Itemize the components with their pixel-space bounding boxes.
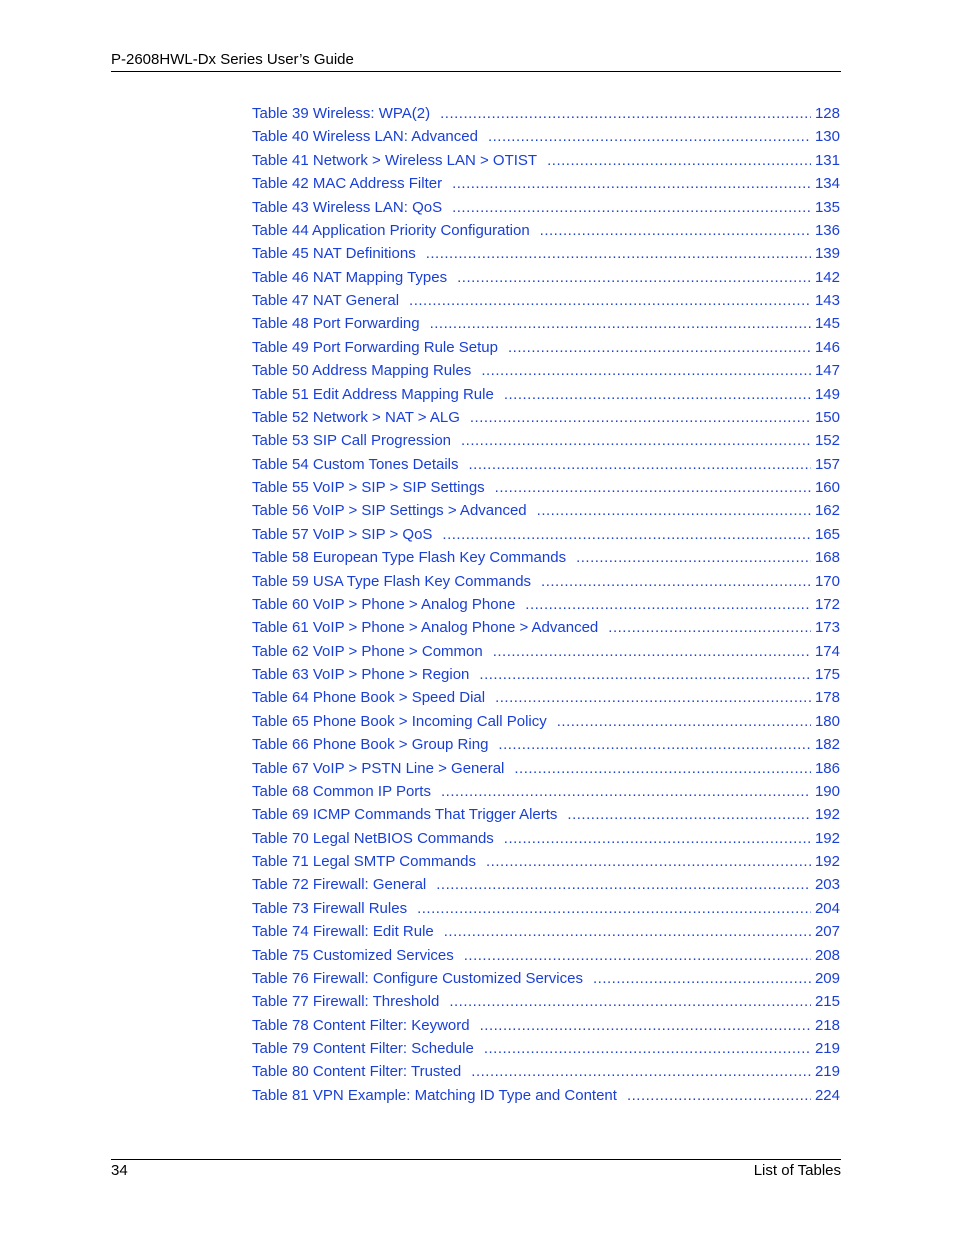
toc-entry[interactable]	[252, 199, 840, 222]
toc-entry[interactable]	[252, 315, 840, 338]
toc-dot-leader	[498, 736, 811, 753]
toc-entry[interactable]	[252, 152, 840, 175]
toc-entry[interactable]	[252, 432, 840, 455]
toc-entry-title[interactable]: Table 71 Legal SMTP Commands	[252, 853, 477, 870]
toc-dot-leader	[461, 432, 811, 449]
toc-dot-leader	[444, 923, 811, 940]
toc-entry-title[interactable]: Table 80 Content Filter: Trusted	[252, 1063, 462, 1081]
toc-entry-title[interactable]: Table 66 Phone Book > Group Ring	[252, 736, 489, 754]
toc-entry-title[interactable]: Table 69 ICMP Commands That Trigger Alerts	[252, 806, 558, 824]
toc-dot-leader	[493, 643, 811, 660]
toc-entry-page[interactable]: 224	[814, 1086, 840, 1104]
toc-entry[interactable]	[252, 245, 840, 268]
toc-dot-leader	[504, 830, 811, 847]
toc-entry[interactable]	[252, 386, 840, 409]
toc-entry-page[interactable]: 134	[814, 175, 840, 193]
toc-entry[interactable]	[252, 573, 840, 596]
toc-entry-title[interactable]: Table 44 Application Priority Configuration	[252, 221, 530, 239]
toc-dot-leader	[541, 573, 811, 590]
toc-entry-title[interactable]: Table 57 VoIP > SIP > QoS	[252, 525, 433, 543]
toc-entry-title[interactable]: Table 64 Phone Book > Speed Dial	[252, 689, 486, 707]
toc-entry-title[interactable]: Table 68 Common IP Ports	[252, 782, 431, 800]
toc-entry-page[interactable]: 219	[814, 1063, 840, 1081]
toc-entry-title[interactable]: Table 70 Legal NetBIOS Commands	[252, 829, 494, 847]
toc-entry[interactable]	[252, 760, 840, 783]
toc-dot-leader	[593, 970, 811, 987]
toc-entry[interactable]	[252, 876, 840, 899]
toc-dot-leader	[409, 292, 811, 309]
toc-entry[interactable]	[252, 689, 840, 712]
toc-entry-page[interactable]: 149	[814, 385, 840, 403]
toc-entry[interactable]	[252, 456, 840, 479]
toc-entry[interactable]	[252, 783, 840, 806]
toc-entry[interactable]	[252, 502, 840, 525]
toc-entry-page[interactable]: 168	[814, 549, 840, 567]
toc-entry[interactable]	[252, 947, 840, 970]
toc-entry[interactable]	[252, 970, 840, 993]
toc-entry[interactable]	[252, 222, 840, 245]
toc-entry-title[interactable]: Table 52 Network > NAT > ALG	[252, 408, 460, 426]
toc-entry-page[interactable]: 204	[814, 899, 840, 917]
toc-entry[interactable]	[252, 923, 840, 946]
toc-entry[interactable]	[252, 853, 840, 876]
toc-dot-leader	[464, 947, 811, 964]
toc-dot-leader	[525, 596, 811, 613]
toc-dot-leader	[436, 876, 811, 893]
toc-entry-title[interactable]: Table 62 VoIP > Phone > Common	[252, 642, 483, 660]
toc-dot-leader	[479, 666, 811, 683]
toc-entry[interactable]	[252, 643, 840, 666]
toc-entry-page[interactable]: 160	[814, 479, 840, 496]
toc-entry-page[interactable]: 175	[814, 666, 840, 683]
toc-entry-page[interactable]: 209	[814, 969, 840, 987]
toc-dot-leader	[495, 689, 811, 706]
toc-dot-leader	[537, 502, 811, 519]
toc-entry-page[interactable]: 170	[814, 572, 840, 590]
toc-entry-page[interactable]: 192	[814, 853, 840, 870]
page-header-title: P-2608HWL-Dx Series User’s Guide	[111, 51, 354, 68]
toc-entry-title[interactable]: Table 50 Address Mapping Rules	[252, 362, 472, 380]
toc-dot-leader	[557, 713, 811, 730]
toc-dot-leader	[547, 152, 811, 169]
toc-dot-leader	[508, 339, 811, 356]
toc-entry[interactable]	[252, 736, 840, 759]
toc-entry-title[interactable]: Table 72 Firewall: General	[252, 876, 427, 894]
toc-entry-page[interactable]: 173	[814, 619, 840, 637]
toc-dot-leader	[452, 175, 811, 192]
toc-entry-title[interactable]: Table 45 NAT Definitions	[252, 245, 416, 263]
toc-dot-leader	[480, 1017, 811, 1034]
toc-dot-leader	[608, 619, 811, 636]
toc-dot-leader	[484, 1040, 811, 1057]
toc-entry-page[interactable]: 180	[814, 712, 840, 730]
toc-entry-title[interactable]: Table 63 VoIP > Phone > Region	[252, 666, 470, 683]
toc-entry-page[interactable]: 150	[814, 408, 840, 426]
toc-entry-title[interactable]: Table 60 VoIP > Phone > Analog Phone	[252, 595, 516, 613]
toc-entry-page[interactable]: 139	[814, 245, 840, 263]
toc-entry-title[interactable]: Table 75 Customized Services	[252, 946, 454, 964]
toc-dot-leader	[441, 783, 811, 800]
toc-dot-leader	[442, 526, 811, 543]
toc-entry[interactable]	[252, 1017, 840, 1040]
toc-entry-title[interactable]: Table 56 VoIP > SIP Settings > Advanced	[252, 502, 527, 520]
toc-dot-leader	[540, 222, 811, 239]
toc-entry[interactable]	[252, 292, 840, 315]
toc-entry[interactable]	[252, 105, 840, 128]
toc-entry-title[interactable]: Table 79 Content Filter: Schedule	[252, 1040, 474, 1057]
toc-dot-leader	[452, 199, 811, 216]
toc-entry[interactable]	[252, 269, 840, 292]
toc-entry[interactable]	[252, 619, 840, 642]
toc-entry[interactable]	[252, 900, 840, 923]
toc-entry-page[interactable]: 128	[814, 105, 840, 122]
toc-entry-page[interactable]: 203	[814, 876, 840, 894]
toc-entry-page[interactable]: 190	[814, 782, 840, 800]
toc-dot-leader	[469, 456, 811, 473]
toc-entry-title[interactable]: Table 78 Content Filter: Keyword	[252, 1016, 470, 1034]
toc-dot-leader	[471, 1063, 811, 1080]
list-of-tables	[252, 105, 840, 1110]
toc-dot-leader	[627, 1087, 811, 1104]
toc-entry-title[interactable]: Table 46 NAT Mapping Types	[252, 268, 448, 286]
toc-dot-leader	[495, 479, 811, 496]
toc-entry-page[interactable]: 215	[814, 993, 840, 1011]
toc-entry-page[interactable]: 143	[814, 292, 840, 309]
toc-entry-page[interactable]: 182	[814, 736, 840, 754]
toc-entry-title[interactable]: Table 42 MAC Address Filter	[252, 175, 443, 193]
toc-dot-leader	[488, 128, 811, 145]
toc-entry[interactable]	[252, 409, 840, 432]
toc-entry-page[interactable]: 174	[814, 642, 840, 660]
toc-dot-leader	[481, 362, 811, 379]
toc-entry-page[interactable]: 219	[814, 1040, 840, 1057]
toc-entry-title[interactable]: Table 67 VoIP > PSTN Line > General	[252, 759, 505, 777]
toc-dot-leader	[457, 269, 811, 286]
toc-entry[interactable]	[252, 1063, 840, 1086]
toc-dot-leader	[417, 900, 811, 917]
toc-entry[interactable]	[252, 1040, 840, 1063]
toc-entry-title[interactable]: Table 41 Network > Wireless LAN > OTIST	[252, 151, 538, 169]
toc-entry-title[interactable]: Table 53 SIP Call Progression	[252, 432, 451, 450]
toc-entry[interactable]	[252, 713, 840, 736]
toc-entry-page[interactable]: 162	[814, 502, 840, 520]
toc-entry-page[interactable]: 165	[814, 525, 840, 543]
toc-entry-title[interactable]: Table 49 Port Forwarding Rule Setup	[252, 338, 498, 356]
toc-entry-page[interactable]: 146	[814, 338, 840, 356]
toc-dot-leader	[514, 760, 811, 777]
toc-dot-leader	[486, 853, 811, 870]
toc-entry[interactable]	[252, 806, 840, 829]
footer-section-title: List of Tables	[753, 1162, 841, 1179]
toc-entry-page[interactable]: 192	[814, 806, 840, 824]
toc-dot-leader	[576, 549, 811, 566]
toc-entry-title[interactable]: Table 77 Firewall: Threshold	[252, 993, 440, 1011]
toc-entry-page[interactable]: 131	[814, 151, 840, 169]
toc-entry-page[interactable]: 142	[814, 268, 840, 286]
toc-entry-title[interactable]: Table 48 Port Forwarding	[252, 315, 420, 333]
toc-entry-title[interactable]: Table 65 Phone Book > Incoming Call Policy	[252, 712, 547, 730]
toc-entry-title[interactable]: Table 73 Firewall Rules	[252, 899, 408, 917]
toc-dot-leader	[440, 105, 811, 122]
toc-entry[interactable]	[252, 339, 840, 362]
toc-entry[interactable]	[252, 596, 840, 619]
toc-entry[interactable]	[252, 830, 840, 853]
toc-entry-title[interactable]: Table 61 VoIP > Phone > Analog Phone > Advanced	[252, 619, 599, 637]
toc-dot-leader	[430, 315, 811, 332]
footer-page-number: 34	[111, 1162, 128, 1179]
toc-entry-page[interactable]: 178	[814, 689, 840, 707]
toc-entry-page[interactable]: 192	[814, 829, 840, 847]
toc-entry-page[interactable]: 208	[814, 946, 840, 964]
toc-dot-leader	[470, 409, 811, 426]
toc-entry-title[interactable]: Table 51 Edit Address Mapping Rule	[252, 385, 494, 403]
toc-entry[interactable]	[252, 1087, 840, 1110]
toc-dot-leader	[504, 386, 811, 403]
toc-entry-page[interactable]: 145	[814, 315, 840, 333]
toc-entry-title[interactable]: Table 81 VPN Example: Matching ID Type and Content	[252, 1086, 617, 1104]
toc-entry-page[interactable]: 157	[814, 455, 840, 473]
toc-entry-title[interactable]: Table 76 Firewall: Configure Customized Services	[252, 969, 583, 987]
toc-entry-page[interactable]: 172	[814, 595, 840, 613]
toc-entry-page[interactable]: 186	[814, 759, 840, 777]
toc-entry-title[interactable]: Table 43 Wireless LAN: QoS	[252, 198, 443, 216]
toc-entry[interactable]	[252, 666, 840, 689]
toc-entry-page[interactable]: 207	[814, 923, 840, 941]
toc-entry-page[interactable]: 152	[814, 432, 840, 450]
toc-entry[interactable]	[252, 362, 840, 385]
toc-dot-leader	[567, 806, 811, 823]
toc-entry[interactable]	[252, 526, 840, 549]
toc-entry[interactable]	[252, 549, 840, 572]
toc-entry-page[interactable]: 135	[814, 198, 840, 216]
toc-entry-title[interactable]: Table 74 Firewall: Edit Rule	[252, 923, 434, 941]
toc-entry[interactable]	[252, 128, 840, 151]
toc-entry-title[interactable]: Table 58 European Type Flash Key Commands	[252, 549, 567, 567]
toc-entry-page[interactable]: 218	[814, 1016, 840, 1034]
toc-entry-page[interactable]: 130	[814, 128, 840, 146]
toc-entry-title[interactable]: Table 59 USA Type Flash Key Commands	[252, 572, 532, 590]
toc-entry[interactable]	[252, 993, 840, 1016]
toc-dot-leader	[426, 245, 811, 262]
toc-entry-title[interactable]: Table 55 VoIP > SIP > SIP Settings	[252, 479, 485, 496]
toc-entry-title[interactable]: Table 40 Wireless LAN: Advanced	[252, 128, 478, 146]
toc-entry-page[interactable]: 136	[814, 221, 840, 239]
toc-dot-leader	[449, 993, 811, 1010]
toc-entry-title[interactable]: Table 54 Custom Tones Details	[252, 455, 459, 473]
header-divider	[111, 71, 841, 72]
toc-entry-page[interactable]: 147	[814, 362, 840, 380]
toc-entry-title[interactable]: Table 39 Wireless: WPA(2)	[252, 105, 431, 122]
footer-divider	[111, 1159, 841, 1160]
toc-entry-title[interactable]: Table 47 NAT General	[252, 292, 400, 309]
toc-entry[interactable]	[252, 479, 840, 502]
toc-entry[interactable]	[252, 175, 840, 198]
